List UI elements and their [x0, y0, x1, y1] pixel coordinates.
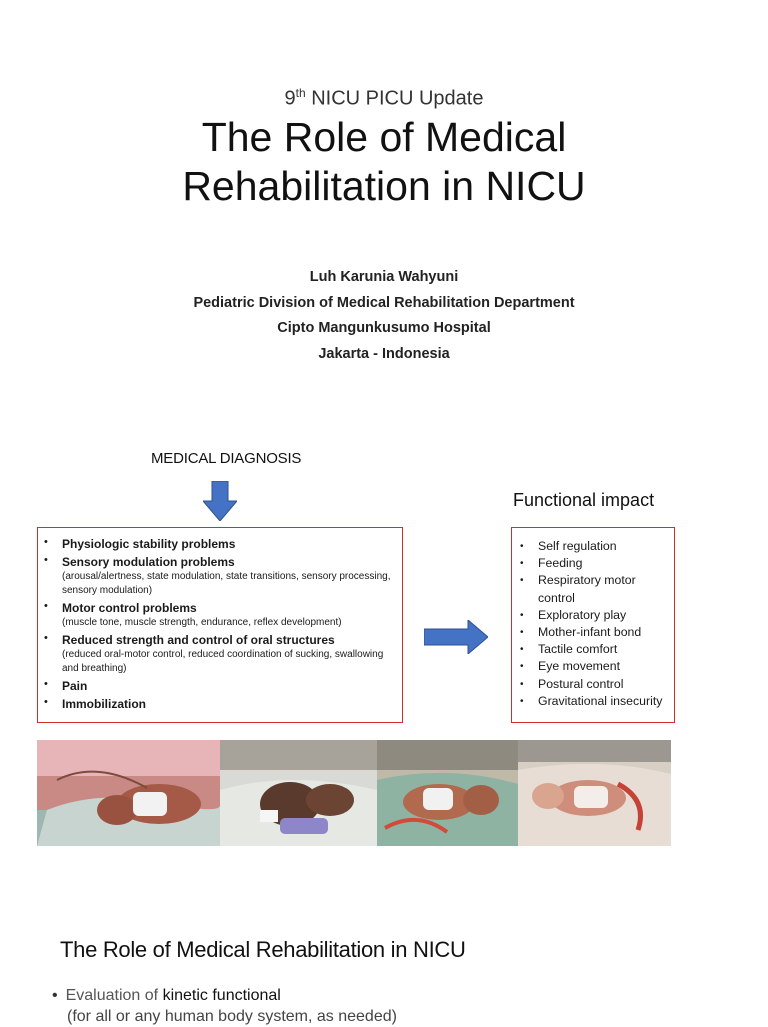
diagnosis-item-title: • Sensory modulation problems [62, 555, 235, 569]
functional-item: • Mother-infant bond [518, 624, 670, 641]
diagnosis-item-title: • Pain [62, 679, 88, 693]
affiliation-hospital: Cipto Mangunkusumo Hospital [277, 320, 491, 336]
infant-photo-4 [518, 740, 671, 846]
evaluation-note: (for all or any human body system, as needed) [67, 1008, 397, 1025]
functional-item: • Exploratory play [518, 607, 670, 624]
diagnosis-item-title: • Immobilization [62, 697, 146, 711]
diagnosis-item [44, 600, 396, 630]
section-title: The Role of Medical Rehabilitation in NICU [60, 937, 466, 962]
diagnosis-item [44, 554, 396, 598]
title-line-2: Rehabilitation in NICU [182, 163, 586, 209]
diagnosis-item [44, 696, 396, 712]
diagnosis-item-title: • Physiologic stability problems [62, 537, 236, 551]
infant-photo-2 [220, 740, 377, 846]
diagnosis-item [44, 536, 396, 552]
functional-item: • Self regulation [518, 538, 670, 555]
event-subtitle: 9th NICU PICU Update [284, 86, 484, 110]
functional-item: • Feeding [518, 555, 670, 572]
functional-item: • Gravitational insecurity [518, 693, 670, 710]
affiliation-department: Pediatric Division of Medical Rehabilitation Department [193, 294, 575, 311]
infant-photo-1 [37, 740, 220, 846]
diagnosis-item [44, 632, 396, 676]
functional-impact-heading: Functional impact [513, 490, 655, 510]
diagnosis-item-title: • Motor control problems [62, 601, 197, 615]
diagnosis-list [44, 536, 396, 712]
presentation-title [0, 113, 768, 211]
author-block [0, 265, 768, 367]
title-line-1: The Role of Medical [201, 114, 567, 160]
diagnosis-box [37, 527, 403, 723]
diagnosis-item-detail: (reduced oral-motor control, reduced coordination of sucking, swallowing and breathing) [62, 649, 384, 674]
bullet-icon: • [52, 987, 58, 1004]
bullet-prefix: Evaluation of [65, 987, 163, 1004]
diagnosis-item-detail: (muscle tone, muscle strength, endurance, reflex development) [62, 617, 342, 628]
functional-item: • Eye movement [518, 658, 670, 675]
functional-item: • Respiratory motor control [518, 572, 670, 606]
diagnosis-item-detail: (arousal/alertness, state modulation, state transitions, sensory processing, sensory modulation) [62, 571, 391, 596]
infant-photo-strip [37, 740, 671, 846]
affiliation-location: Jakarta - Indonesia [318, 345, 450, 362]
medical-diagnosis-heading: MEDICAL DIAGNOSIS [151, 450, 302, 467]
down-arrow-icon [203, 481, 237, 521]
diagnosis-item-title: • Reduced strength and control of oral structures [62, 633, 335, 647]
functional-impact-list [518, 538, 670, 710]
functional-impact-box [511, 527, 675, 723]
author-name: Luh Karunia Wahyuni [309, 269, 459, 285]
bullet-emphasis: kinetic functional [162, 987, 281, 1004]
evaluation-bullet [52, 985, 281, 1006]
infant-photo-3 [377, 740, 518, 846]
functional-item: • Postural control [518, 676, 670, 693]
right-arrow-icon [424, 620, 488, 654]
functional-item: • Tactile comfort [518, 641, 670, 658]
diagnosis-item [44, 678, 396, 694]
